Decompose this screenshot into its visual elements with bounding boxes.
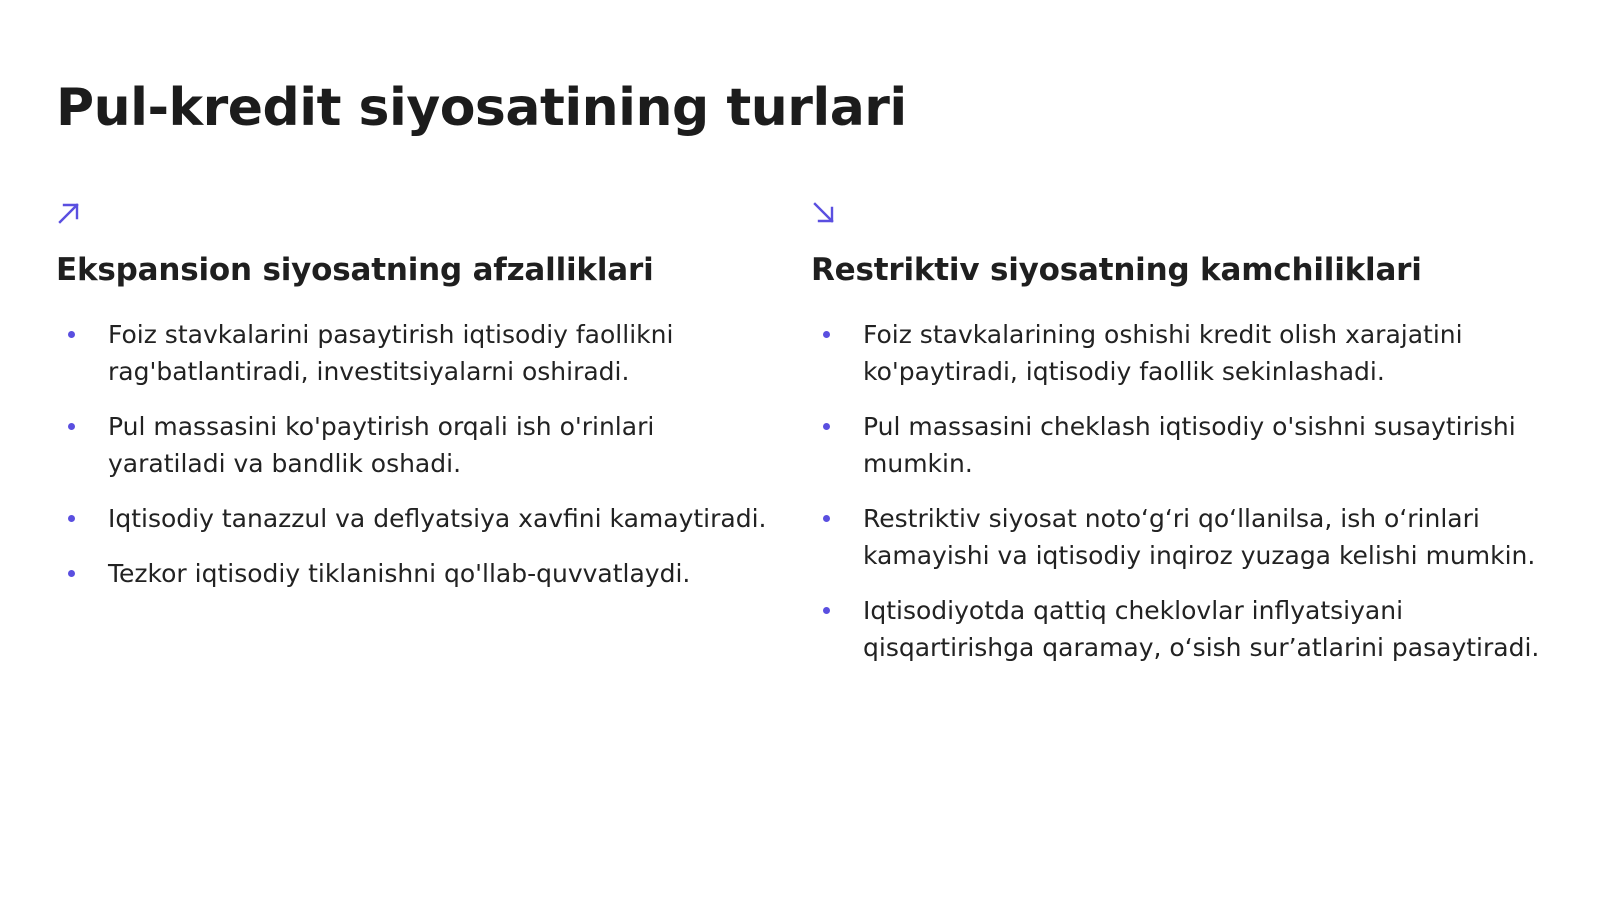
arrow-up-right-icon: [56, 200, 82, 226]
list-item: [811, 408, 1551, 482]
bullet-list: [811, 316, 1551, 666]
bullet-dot: [823, 423, 830, 430]
bullet-dot: [68, 515, 75, 522]
list-item-text: Foiz stavkalarining oshishi kredit olish xarajatini ko'paytiradi, iqtisodiy faollik sekinlashadi.: [863, 320, 1463, 386]
list-item-text: Iqtisodiy tanazzul va deflyatsiya xavfini kamaytiradi.: [108, 504, 767, 533]
list-item: [811, 500, 1551, 574]
bullet-dot: [68, 570, 75, 577]
list-item: [56, 500, 776, 537]
list-item: [811, 592, 1551, 666]
list-item-text: Restriktiv siyosat noto‘g‘ri qo‘llanilsa, ish o‘rinlari kamayishi va iqtisodiy inqiroz yuzaga kelishi mumkin.: [863, 504, 1536, 570]
list-item: [811, 316, 1551, 390]
bullet-dot: [823, 515, 830, 522]
bullet-dot: [823, 331, 830, 338]
column-restrictive: [811, 200, 1551, 684]
column-heading: Ekspansion siyosatning afzalliklari: [56, 252, 654, 288]
list-item: [56, 408, 776, 482]
column-expansionary: [56, 200, 776, 610]
list-item-text: Foiz stavkalarini pasaytirish iqtisodiy faollikni rag'batlantiradi, investitsiyalarni oshiradi.: [108, 320, 674, 386]
column-heading: Restriktiv siyosatning kamchiliklari: [811, 252, 1422, 288]
list-item: [56, 555, 776, 592]
list-item-text: Pul massasini ko'paytirish orqali ish o'rinlari yaratiladi va bandlik oshadi.: [108, 412, 655, 478]
bullet-dot: [68, 331, 75, 338]
bullet-list: [56, 316, 776, 592]
list-item-text: Pul massasini cheklash iqtisodiy o'sishni susaytirishi mumkin.: [863, 412, 1516, 478]
list-item: [56, 316, 776, 390]
bullet-dot: [68, 423, 75, 430]
list-item-text: Iqtisodiyotda qattiq cheklovlar inflyatsiyani qisqartirishga qaramay, o‘sish sur’atlarini pasaytiradi.: [863, 596, 1540, 662]
slide-title: Pul-kredit siyosatining turlari: [56, 78, 907, 138]
arrow-down-right-icon: [811, 200, 837, 226]
bullet-dot: [823, 607, 830, 614]
list-item-text: Tezkor iqtisodiy tiklanishni qo'llab-quvvatlaydi.: [108, 559, 691, 588]
